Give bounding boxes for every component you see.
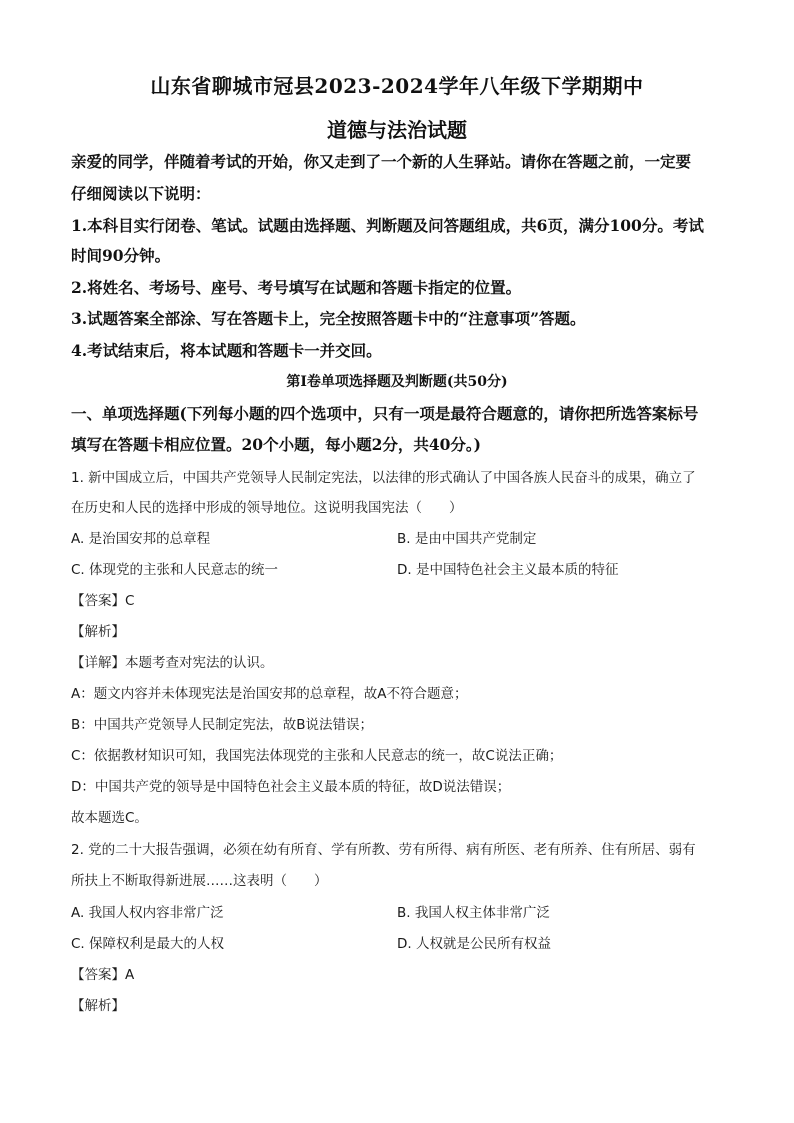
question-2-option-c: C. 保障权利是最大的人权 [71, 936, 225, 952]
question-2-option-b: B. 我国人权主体非常广泛 [397, 905, 550, 921]
instruction-item-4: 4.考试结束后，将本试题和答题卡一并交回。 [71, 341, 382, 360]
question-1-stem: 1. 新中国成立后，中国共产党领导人民制定宪法，以法律的形式确认了中国各族人民奋斗的成果，确立了 [71, 470, 696, 486]
exam-title: 山东省聊城市冠县2023-2024学年八年级下学期期中 [150, 74, 644, 98]
exam-subject-title: 道德与法治试题 [327, 118, 467, 142]
question-1-option-b: B. 是由中国共产党制定 [397, 531, 537, 547]
instructions-intro-line-2: 仔细阅读以下说明： [71, 184, 211, 203]
question-2-answer: 【答案】A [71, 967, 135, 983]
instruction-item-3: 3.试题答案全部涂、写在答题卡上，完全按照答题卡中的“注意事项”答题。 [71, 309, 586, 328]
question-2-option-d: D. 人权就是公民所有权益 [397, 936, 551, 952]
question-1-explanation-d: D：中国共产党的领导是中国特色社会主义最本质的特征，故D说法错误； [71, 779, 511, 795]
question-1-answer: 【答案】C [71, 593, 135, 609]
question-1-explanation-c: C：依据教材知识可知，我国宪法体现党的主张和人民意志的统一，故C说法正确； [71, 748, 563, 764]
part-one-heading: 一、单项选择题(下列每小题的四个选项中，只有一项是最符合题意的，请你把所选答案标号 [71, 404, 699, 423]
question-1-detail: 【详解】本题考查对宪法的认识。 [71, 655, 274, 671]
question-1-explanation-a: A：题文内容并未体现宪法是治国安邦的总章程，故A不符合题意； [71, 686, 468, 702]
question-1-conclusion: 故本题选C。 [71, 810, 148, 826]
question-2-stem-cont: 所扶上不断取得新进展……这表明（ ） [71, 873, 328, 889]
instructions-intro-line-1: 亲爱的同学，伴随着考试的开始，你又走到了一个新的人生驿站。请你在答题之前，一定要 [71, 152, 692, 171]
question-2-option-a: A. 我国人权内容非常广泛 [71, 905, 224, 921]
question-2-stem: 2. 党的二十大报告强调，必须在幼有所育、学有所教、劳有所得、病有所医、老有所养、住有所居、弱有 [71, 842, 696, 858]
question-1-explanation-b: B：中国共产党领导人民制定宪法，故B说法错误； [71, 717, 374, 733]
question-1-option-d: D. 是中国特色社会主义最本质的特征 [397, 562, 619, 578]
question-1-analysis-label: 【解析】 [71, 624, 125, 640]
instruction-item-2: 2.将姓名、考场号、座号、考号填写在试题和答题卡指定的位置。 [71, 278, 522, 297]
question-1-stem-cont: 在历史和人民的选择中形成的领导地位。这说明我国宪法（ ） [71, 500, 463, 516]
instruction-item-1: 1.本科目实行闭卷、笔试。试题由选择题、判断题及问答题组成，共6页，满分100分。考试 [71, 216, 704, 235]
question-1-option-c: C. 体现党的主张和人民意志的统一 [71, 562, 279, 578]
question-2-analysis-label: 【解析】 [71, 998, 125, 1014]
instruction-item-1-cont: 时间90分钟。 [71, 246, 171, 265]
question-1-option-a: A. 是治国安邦的总章程 [71, 531, 211, 547]
section-title: 第Ⅰ卷单项选择题及判断题(共50分) [286, 374, 508, 390]
part-one-heading-cont: 填写在答题卡相应位置。20个小题，每小题2分，共40分。) [71, 435, 482, 454]
